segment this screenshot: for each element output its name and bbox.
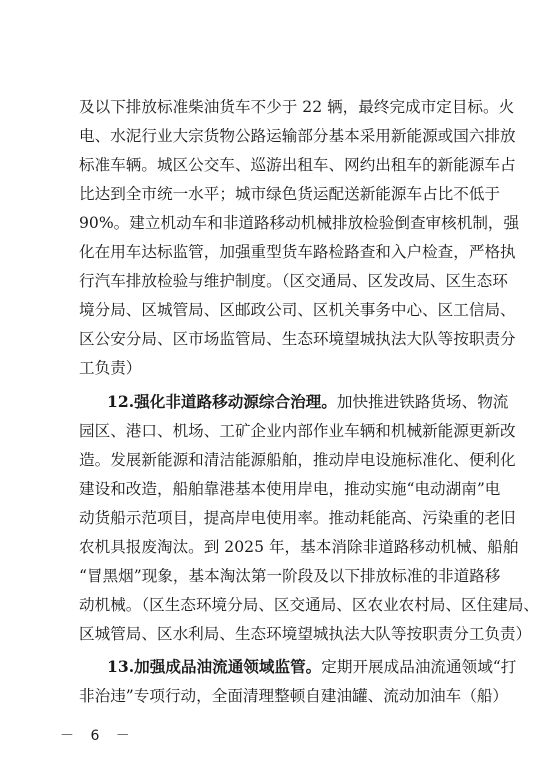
paragraph-line: 工负责） (79, 359, 142, 377)
paragraph-line: 建设和改造，船舶靠港基本使用岸电，推动实施“电动湖南”电 (79, 480, 501, 498)
section-13-first-line-text: 定期开展成品油流通领域“打 (321, 658, 517, 676)
section-13-first-line (107, 657, 517, 677)
section-12-heading: 12.强化非道路移动源综合治理。 (107, 392, 337, 411)
paragraph-line: 非治违”专项行动，全面清理整顿自建油罐、流动加油车（船） (79, 687, 509, 705)
paragraph-line: 行汽车排放检验与维护制度。（区交通局、区发改局、区生态环 (79, 272, 508, 290)
section-13-heading: 13.加强成品油流通领域监管。 (107, 657, 322, 676)
paragraph-line: 园区、港口、机场、工矿企业内部作业车辆和机械新能源更新改 (79, 422, 516, 440)
paragraph-line: 区公安分局、区市场监管局、生态环境望城执法大队等按职责分 (79, 330, 516, 348)
paragraph-line: 区城管局、区水利局、生态环境望城执法大队等按职责分工负责） (79, 625, 532, 643)
paragraph-line: 及以下排放标准柴油货车不少于 22 辆，最终完成市定目标。火 (79, 98, 515, 116)
paragraph-line: 造。发展新能源和清洁能源船舶，推动岸电设施标准化、便利化 (79, 451, 516, 469)
paragraph-line: 动货船示范项目，提高岸电使用率。推动耗能高、污染重的老旧 (79, 509, 516, 527)
paragraph-line: 比达到全市统一水平；城市绿色货运配送新能源车占比不低于 (79, 185, 501, 203)
paragraph-line: 90%。建立机动车和非道路移动机械排放检验倒查审核机制，强 (79, 214, 520, 232)
section-12-first-line (107, 392, 509, 412)
paragraph-line: “冒黑烟”现象，基本淘汰第一阶段及以下排放标准的非道路移 (79, 567, 501, 585)
paragraph-line: 化在用车达标监管，加强重型货车路检路查和入户检查，严格执 (79, 243, 516, 261)
paragraph-line: 动机械。（区生态环境分局、区交通局、区农业农村局、区住建局、 (79, 596, 540, 614)
page-number: － 6 － (60, 728, 136, 744)
paragraph-line: 电、水泥行业大宗货物公路运输部分基本采用新能源或国六排放 (79, 127, 516, 145)
paragraph-line: 农机具报废淘汰。到 2025 年，基本消除非道路移动机械、船舶 (79, 538, 519, 556)
paragraph-line: 标准车辆。城区公交车、巡游出租车、网约出租车的新能源车占 (79, 156, 516, 174)
paragraph-line: 境分局、区城管局、区邮政公司、区机关事务中心、区工信局、 (79, 301, 516, 319)
section-12-first-line-text: 加快推进铁路货场、物流 (336, 393, 509, 411)
